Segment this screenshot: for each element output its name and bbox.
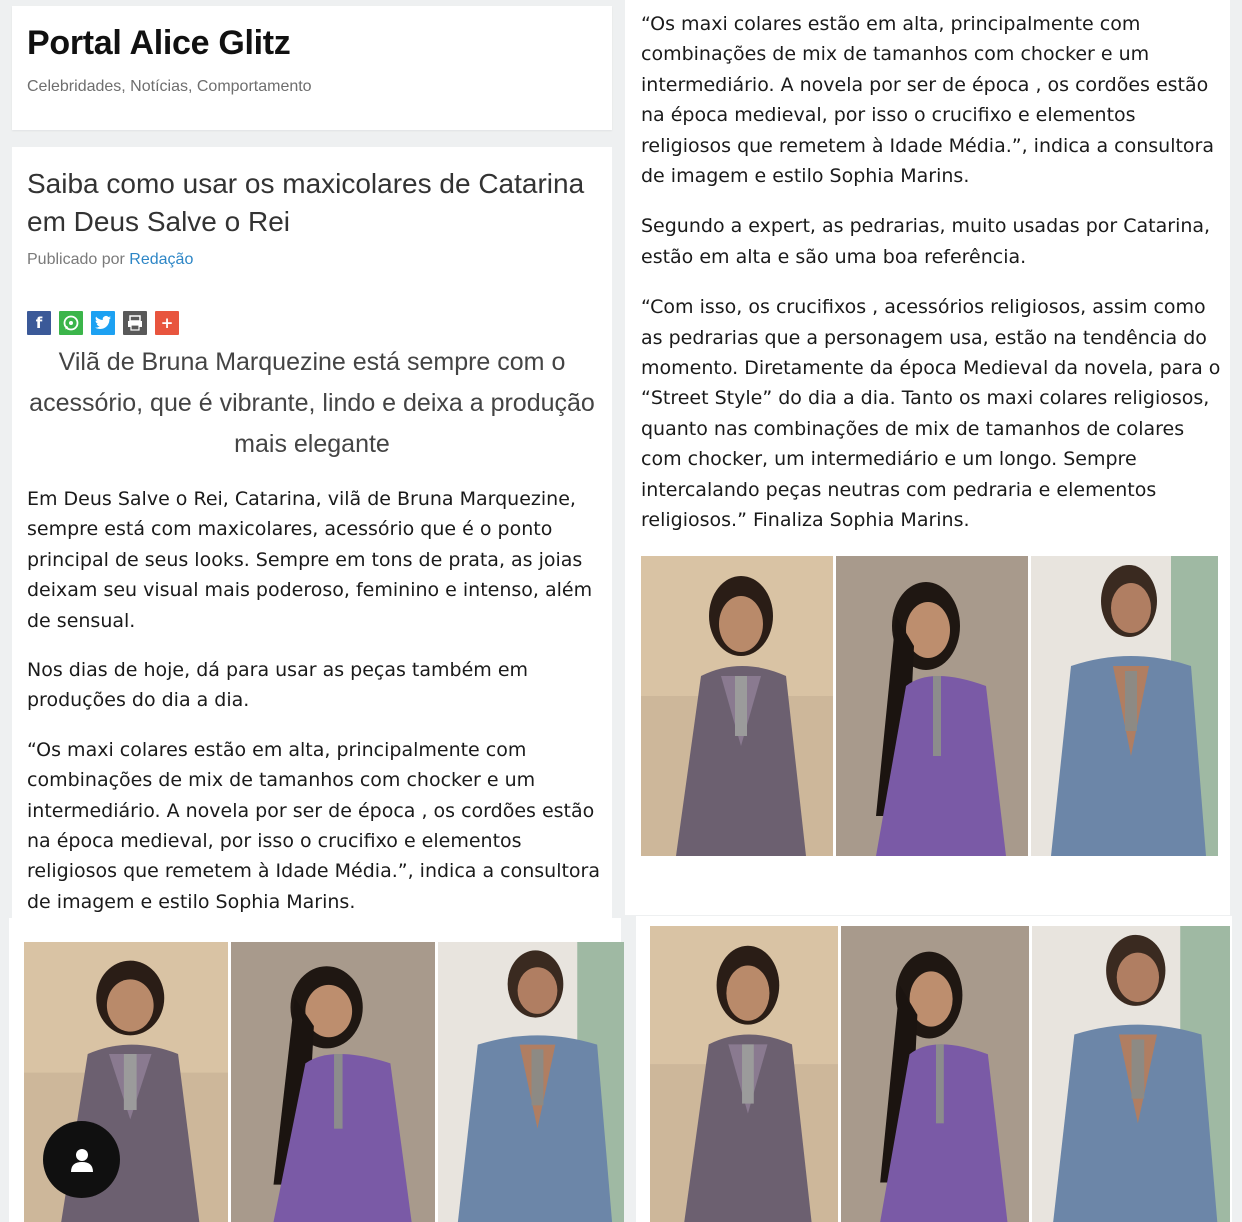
photo-catarina-blue-dress <box>1032 926 1230 1222</box>
paragraph: Segundo a expert, as pedrarias, muito usadas por Catarina, estão em alta e são uma boa referência. <box>641 215 1211 268</box>
share-bar <box>27 311 179 335</box>
author-link[interactable]: Redação <box>129 251 194 268</box>
photo-catarina-gray-gown <box>650 926 838 1222</box>
paragraph: Em Deus Salve o Rei, Catarina, vilã de Bruna Marquezine, sempre está com maxicolares, acessório que é o ponto principal de seus looks. Sempre em tons de prata, as joias deixam seu visual mais poderoso, feminino e intenso, além de sensual. <box>27 488 593 632</box>
article-card <box>12 147 612 922</box>
photo-catarina-purple-dress <box>231 942 435 1222</box>
photo-catarina-blue-dress <box>438 942 624 1222</box>
photo-catarina-purple-dress <box>841 926 1029 1222</box>
site-title[interactable]: Portal Alice Glitz <box>27 24 291 62</box>
photo-catarina-blue-dress <box>1031 556 1218 856</box>
article-subtitle: Vilã de Bruna Marquezine está sempre com o acessório, que é vibrante, lindo e deixa a produção mais elegante <box>29 348 595 458</box>
plus-icon[interactable]: + <box>155 311 179 335</box>
article-body-right <box>641 9 1221 556</box>
profile-button[interactable] <box>43 1121 120 1198</box>
profile-icon <box>67 1145 97 1175</box>
byline-prefix: Publicado por <box>27 251 130 268</box>
byline <box>27 251 193 269</box>
site-header-card <box>12 6 612 130</box>
facebook-icon[interactable]: f <box>27 311 51 335</box>
paragraph: “Os maxi colares estão em alta, principalmente com combinações de mix de tamanhos com chocker e um intermediário. A novela por ser de época , os cordões estão na época medieval, por isso o crucifixo e elementos religiosos que remetem à Idade Média.”, indica a consultora de imagem e estilo Sophia Marins. <box>27 738 601 913</box>
article-body-left <box>27 484 602 936</box>
paragraph: “Com isso, os crucifixos , acessórios religiosos, assim como as pedrarias que a personagem usa, estão na tendência do momento. Diretamente da época Medieval da novela, para o “Street Style” do dia a dia. Tanto os maxi colares religiosos, quanto nas combinações de mix de tamanhos de colares com chocker, um intermediário e um longo. Sempre intercalando peças neutras com pedraria e elementos religiosos.” Finaliza Sophia Marins. <box>641 296 1221 532</box>
photo-collage[interactable] <box>650 926 1230 1222</box>
photo-collage[interactable] <box>641 556 1218 856</box>
site-tagline: Celebridades, Notícias, Comportamento <box>27 78 312 95</box>
photo-catarina-purple-dress <box>836 556 1028 856</box>
print-icon[interactable] <box>123 311 147 335</box>
photo-catarina-gray-gown <box>641 556 833 856</box>
article-title: Saiba como usar os maxicolares de Catarina em Deus Salve o Rei <box>27 168 585 237</box>
paragraph: “Os maxi colares estão em alta, principalmente com combinações de mix de tamanhos com chocker e um intermediário. A novela por ser de época , os cordões estão na época medieval, por isso o crucifixo e elementos religiosos que remetem à Idade Média.”, indica a consultora de imagem e estilo Sophia Marins. <box>641 13 1215 188</box>
paragraph: Nos dias de hoje, dá para usar as peças também em produções do dia a dia. <box>27 659 529 712</box>
whatsapp-icon[interactable] <box>59 311 83 335</box>
twitter-icon[interactable] <box>91 311 115 335</box>
